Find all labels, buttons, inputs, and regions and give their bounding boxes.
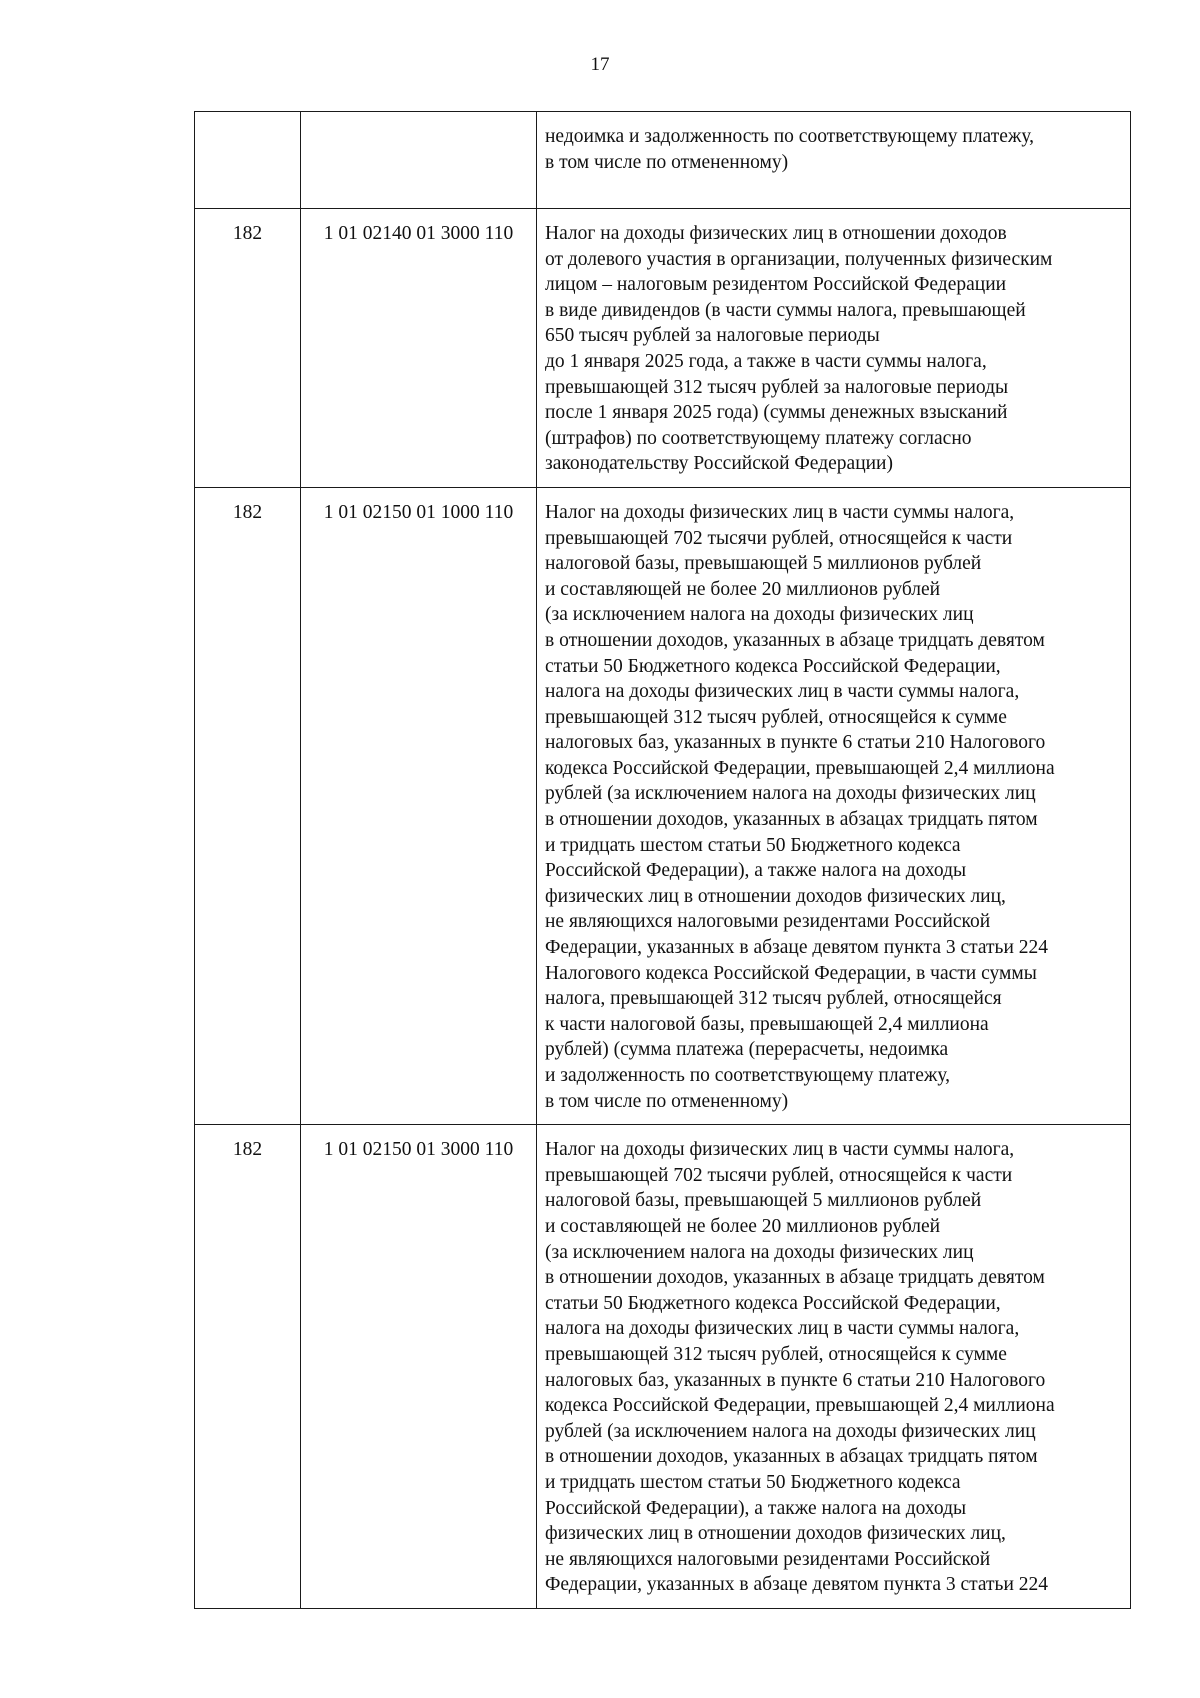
description-line: в отношении доходов, указанных в абзаце тридцать девятом: [545, 1267, 1045, 1289]
description-line: Налогового кодекса Российской Федерации, в части суммы: [545, 962, 1037, 984]
description-line: Федерации, указанных в абзаце девятом пункта 3 статьи 224: [545, 1574, 1049, 1596]
description-line: в отношении доходов, указанных в абзацах тридцать пятом: [545, 1446, 1038, 1468]
description-line: кодекса Российской Федерации, превышающей 2,4 миллиона: [545, 1395, 1055, 1417]
description-line: и составляющей не более 20 миллионов рублей: [545, 578, 941, 600]
page-number: 17: [590, 54, 610, 75]
description-line: недоимка и задолженность по соответствующему платежу,: [545, 126, 1035, 147]
description-line: 650 тысяч рублей за налоговые периоды: [545, 325, 880, 347]
classification-code-cell: 1 01 02150 01 3000 110: [301, 1125, 537, 1609]
description-line: Налог на доходы физических лиц в части суммы налога,: [545, 1139, 1015, 1161]
description-line: законодательству Российской Федерации): [545, 453, 893, 475]
description-line: и тридцать шестом статьи 50 Бюджетного кодекса: [545, 834, 961, 856]
description-cell: [537, 1125, 1131, 1609]
description-line: лицом – налоговым резидентом Российской Федерации: [545, 274, 1007, 296]
description-line: Налог на доходы физических лиц в части суммы налога,: [545, 501, 1015, 523]
budget-classification-table: [194, 111, 1131, 1609]
description-line: налоговой базы, превышающей 5 миллионов рублей: [545, 1190, 982, 1212]
description-line: превышающей 702 тысячи рублей, относящейся к части: [545, 1164, 1013, 1186]
description-line: Российской Федерации), а также налога на доходы: [545, 860, 967, 882]
description-cell: [537, 209, 1131, 488]
description-line: налога на доходы физических лиц в части суммы налога,: [545, 681, 1020, 703]
description-line: не являющихся налоговыми резидентами Российской: [545, 1548, 991, 1570]
description-line: рублей) (сумма платежа (перерасчеты, недоимка: [545, 1039, 949, 1061]
description-line: (штрафов) по соответствующему платежу согласно: [545, 427, 972, 449]
table-row: [195, 209, 1131, 488]
description-line: в виде дивидендов (в части суммы налога, превышающей: [545, 299, 1026, 321]
description-line: в том числе по отмененному): [545, 151, 789, 173]
description-line: превышающей 702 тысячи рублей, относящейся к части: [545, 527, 1013, 549]
classification-code-cell: 1 01 02140 01 3000 110: [301, 209, 537, 488]
description-line: рублей (за исключением налога на доходы физических лиц: [545, 783, 1036, 805]
description-line: к части налоговой базы, превышающей 2,4 миллиона: [545, 1013, 989, 1035]
description-line: налога, превышающей 312 тысяч рублей, относящейся: [545, 988, 1002, 1010]
description-line: кодекса Российской Федерации, превышающей 2,4 миллиона: [545, 757, 1055, 779]
description-line: превышающей 312 тысяч рублей, относящейся к сумме: [545, 1343, 1007, 1365]
description-line: (за исключением налога на доходы физических лиц: [545, 604, 974, 626]
description-line: Федерации, указанных в абзаце девятом пункта 3 статьи 224: [545, 937, 1049, 959]
description-line: и тридцать шестом статьи 50 Бюджетного кодекса: [545, 1471, 961, 1493]
description-line: Российской Федерации), а также налога на доходы: [545, 1497, 967, 1519]
description-line: превышающей 312 тысяч рублей за налоговые периоды: [545, 376, 1009, 398]
description-line: налога на доходы физических лиц в части суммы налога,: [545, 1318, 1020, 1340]
description-line: статьи 50 Бюджетного кодекса Российской Федерации,: [545, 1292, 1001, 1314]
description-line: физических лиц в отношении доходов физических лиц,: [545, 1523, 1006, 1545]
table-row: [195, 487, 1131, 1124]
description-line: превышающей 312 тысяч рублей, относящейся к сумме: [545, 706, 1007, 728]
admin-code-cell: 182: [195, 209, 301, 488]
description-line: статьи 50 Бюджетного кодекса Российской Федерации,: [545, 655, 1001, 677]
description-line: от долевого участия в организации, полученных физическим: [545, 248, 1053, 270]
table-row: [195, 112, 1131, 209]
description-line: (за исключением налога на доходы физических лиц: [545, 1241, 974, 1263]
description-line: до 1 января 2025 года, а также в части суммы налога,: [545, 350, 987, 372]
description-line: и составляющей не более 20 миллионов рублей: [545, 1215, 941, 1237]
description-line: налоговой базы, превышающей 5 миллионов рублей: [545, 553, 982, 575]
classification-code-cell: [301, 112, 537, 209]
admin-code-cell: 182: [195, 1125, 301, 1609]
description-line: после 1 января 2025 года) (суммы денежных взысканий: [545, 402, 1008, 424]
table-row: [195, 1125, 1131, 1609]
description-line: Налог на доходы физических лиц в отношении доходов: [545, 223, 1007, 244]
description-line: рублей (за исключением налога на доходы физических лиц: [545, 1420, 1036, 1442]
description-cell: [537, 487, 1131, 1124]
description-line: физических лиц в отношении доходов физических лиц,: [545, 885, 1006, 907]
description-line: и задолженность по соответствующему платежу,: [545, 1065, 951, 1086]
description-line: не являющихся налоговыми резидентами Российской: [545, 911, 991, 933]
description-line: налоговых баз, указанных в пункте 6 статьи 210 Налогового: [545, 1369, 1046, 1391]
description-line: в том числе по отмененному): [545, 1090, 789, 1112]
description-line: в отношении доходов, указанных в абзацах тридцать пятом: [545, 809, 1038, 831]
table-body: [195, 112, 1131, 1609]
description-line: налоговых баз, указанных в пункте 6 статьи 210 Налогового: [545, 732, 1046, 754]
description-cell: [537, 112, 1131, 209]
classification-code-cell: 1 01 02150 01 1000 110: [301, 487, 537, 1124]
admin-code-cell: [195, 112, 301, 209]
admin-code-cell: 182: [195, 487, 301, 1124]
description-line: в отношении доходов, указанных в абзаце тридцать девятом: [545, 629, 1045, 651]
